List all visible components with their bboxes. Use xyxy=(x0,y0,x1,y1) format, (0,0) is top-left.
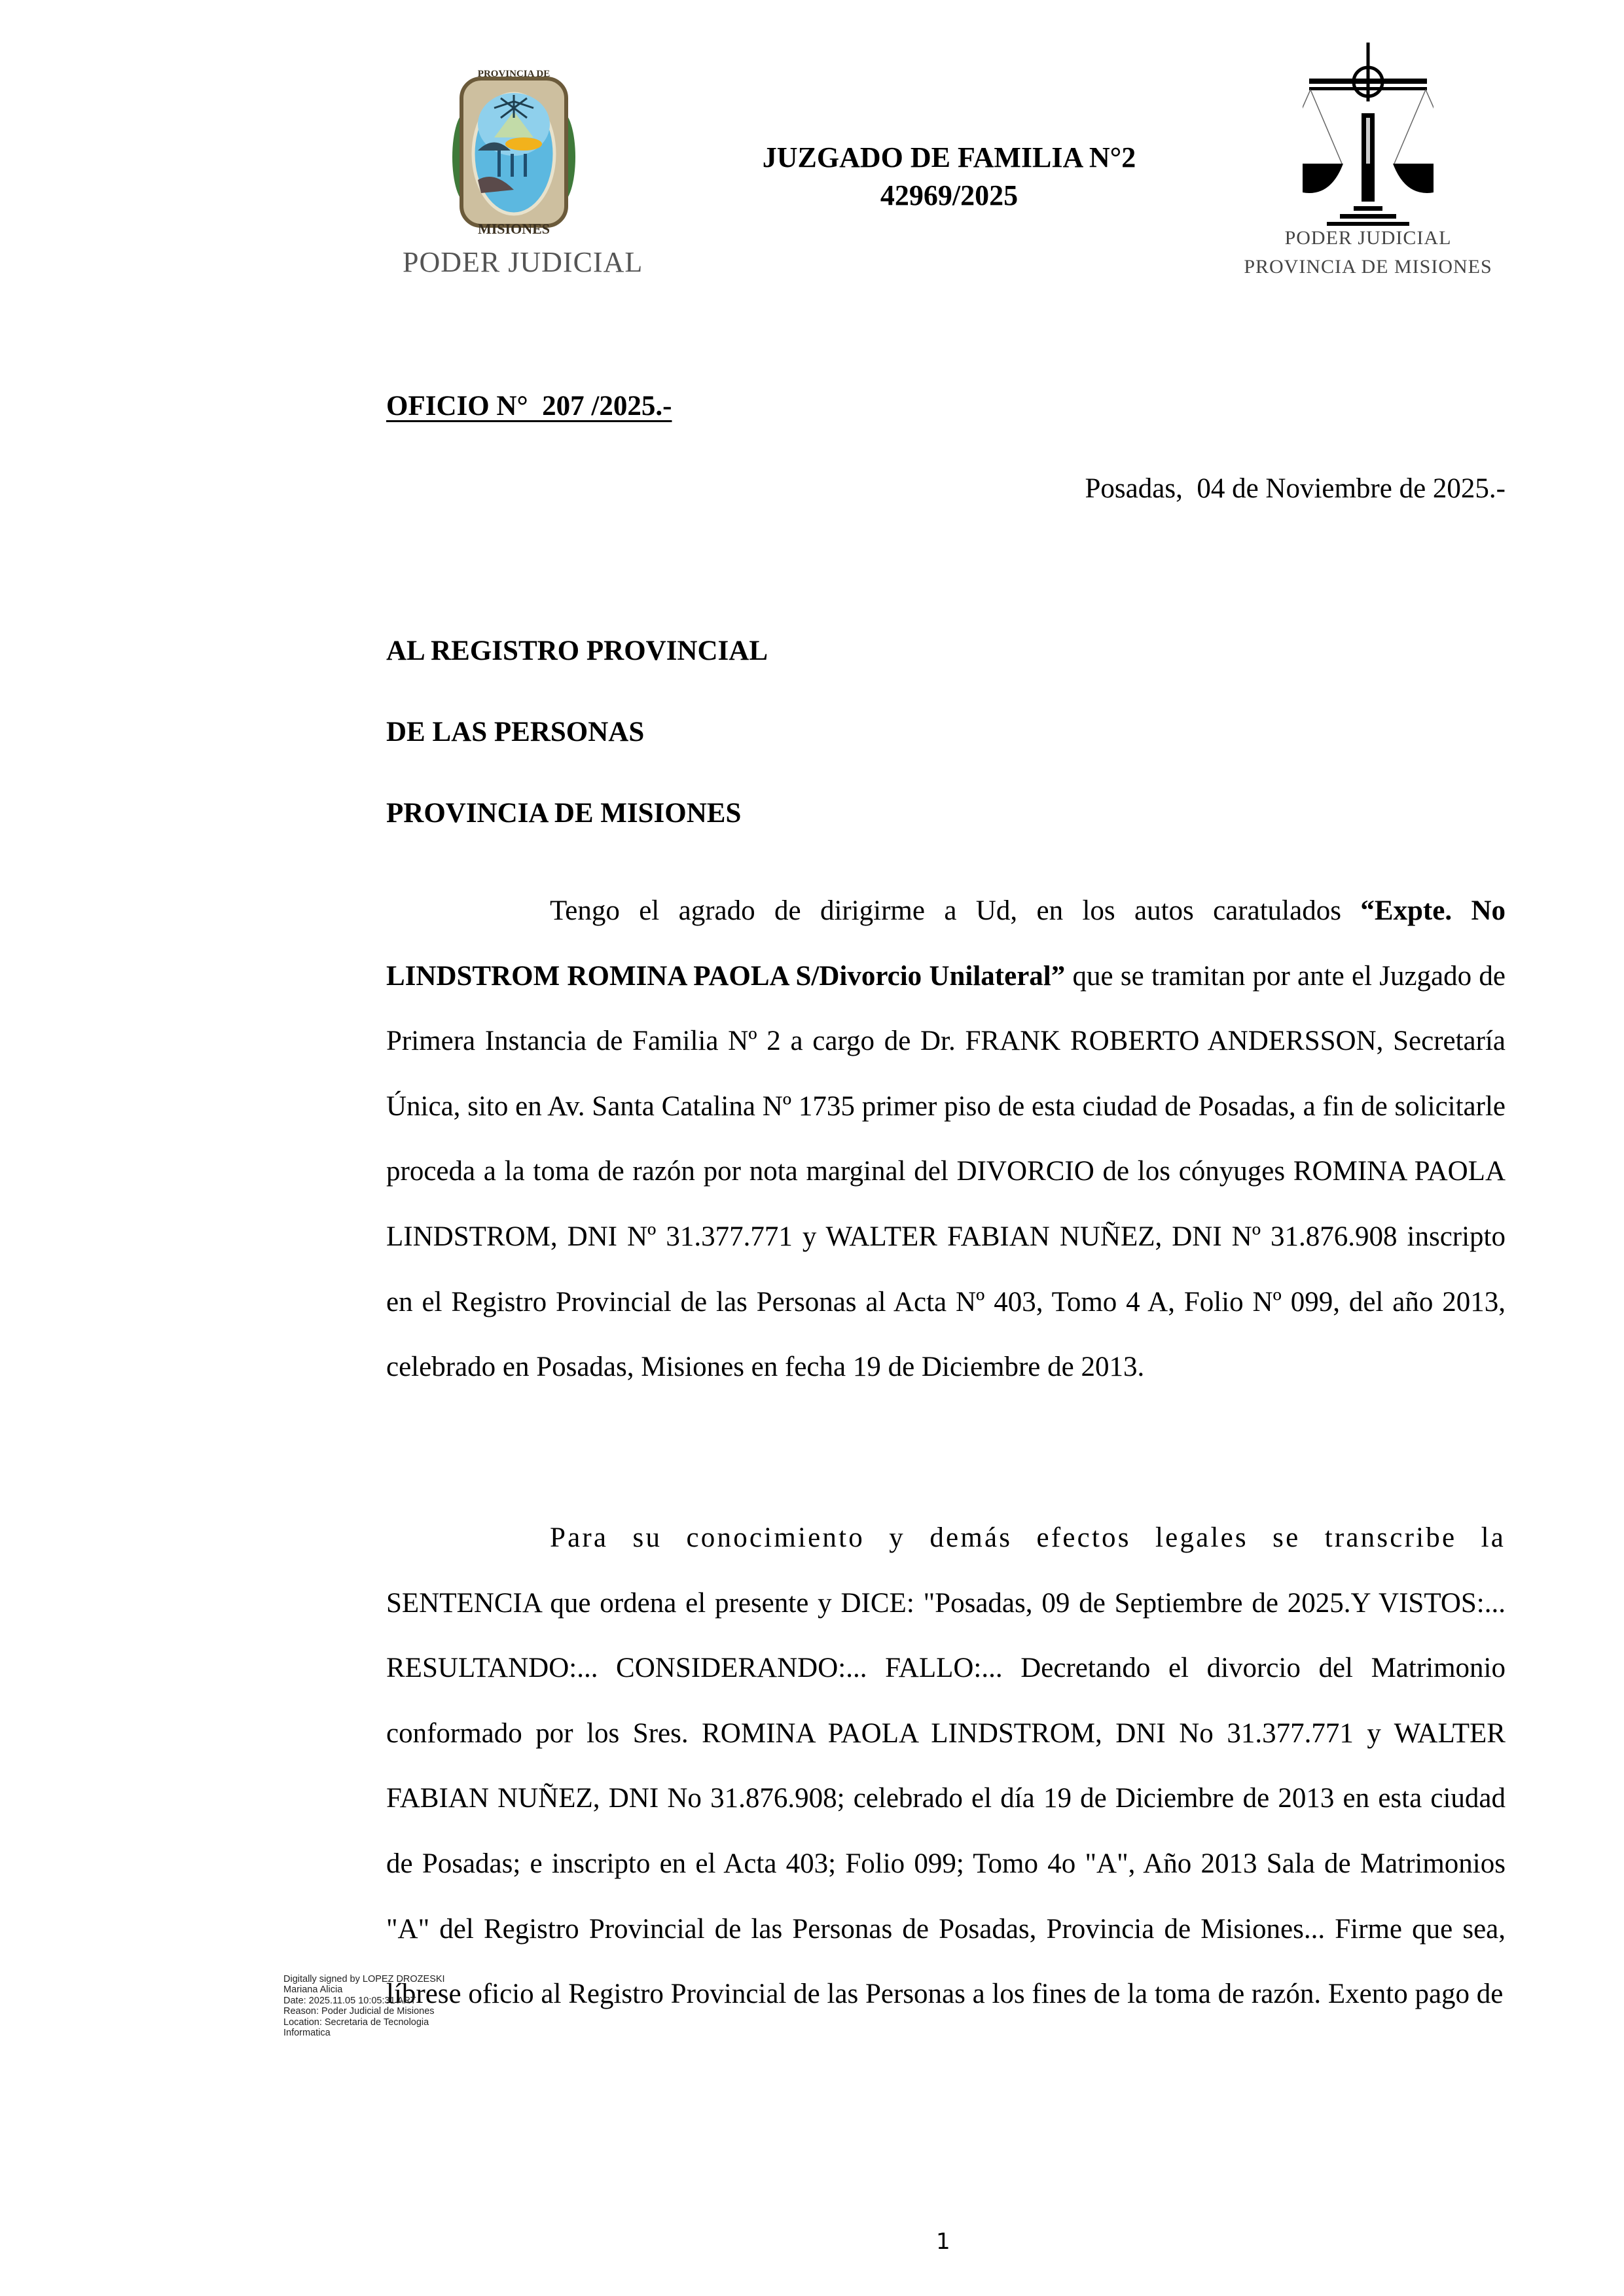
case-number: 42969/2025 xyxy=(880,179,1019,211)
right-logo-caption-line1: PODER JUDICIAL xyxy=(1284,227,1452,249)
signature-line-1: Digitally signed by LOPEZ DROZESKI xyxy=(283,1974,445,1984)
para1-rest: que se tramitan por ante el Juzgado de Primera Instancia de Familia Nº 2 a cargo de Dr. FRANK ROBERTO ANDERSSON, Secretaría Única, sito en Av. Santa Catalina Nº 1735 primer piso de esta ciudad de Posadas, a fin de solicitarle proceda a la toma de razón por nota marginal del DIVORCIO de los cónyuges ROMINA PAOLA LINDSTROM, DNI Nº 31.377.771 y WALTER FABIAN NUÑEZ, DNI Nº 31.876.908 inscripto en el Registro Provincial de las Personas al Acta Nº 403, Tomo 4 A, Folio Nº 099, del año 2013, celebrado en Posadas, Misiones en fecha 19 de Diciembre de 2013. xyxy=(386,960,1506,1383)
signature-line-4: Reason: Poder Judicial de Misiones xyxy=(283,2006,435,2017)
case-title: “Expte. No LINDSTROM ROMINA PAOLA S/Divorcio Unilateral” xyxy=(386,895,1506,992)
svg-text:MISIONES: MISIONES xyxy=(477,221,550,237)
right-logo-caption-line2: PROVINCIA DE MISIONES xyxy=(1244,256,1492,278)
body-paragraph-2 xyxy=(386,1505,1506,2027)
provincia-de-misiones-crest-icon xyxy=(448,62,579,239)
document-header xyxy=(655,139,1244,215)
poder-judicial-crest-logo xyxy=(403,56,643,285)
body-paragraph-1 xyxy=(386,878,1506,1400)
left-logo-caption: PODER JUDICIAL xyxy=(403,246,643,278)
signature-line-5: Location: Secretaria de Tecnologia xyxy=(283,2017,429,2028)
para1-intro: Tengo el agrado de dirigirme a Ud, en los autos caratulados xyxy=(550,895,1361,926)
addressee-line-3: PROVINCIA DE MISIONES xyxy=(386,798,742,829)
signature-line-2: Mariana Alicia xyxy=(283,1984,343,1996)
digital-signature-stamp xyxy=(283,1974,445,2038)
signature-line-3: Date: 2025.11.05 10:05:31 ART xyxy=(283,1995,416,2006)
poder-judicial-scales-logo xyxy=(1224,43,1512,291)
para2-rest: SENTENCIA que ordena el presente y DICE: "Posadas, 09 de Septiembre de 2025.Y VISTOS:... RESULTANDO:... CONSIDERANDO:... FALLO:... Decretando el divorcio del Matrimonio conformado por los Sres. ROMINA PAOLA LINDSTROM, DNI No 31.377.771 y WALTER FABIAN NUÑEZ, DNI No 31.876.908; celebrado el día 19 de Diciembre de 2013 en esta ciudad de Posadas; e inscripto en el Acta 403; Folio 099; Tomo 4o "A", Año 2013 Sala de Matrimonios "A" del Registro Provincial de las Personas de Posadas, Provincia de Misiones... Firme que sea, líbrese oficio al Registro Provincial de las Personas a los fines de la toma de razón. Exento pago de xyxy=(386,1587,1506,2010)
addressee-line-1: AL REGISTRO PROVINCIAL xyxy=(386,636,768,666)
svg-text:PROVINCIA DE: PROVINCIA DE xyxy=(477,69,550,79)
oficio-number: OFICIO N° 207 /2025.- xyxy=(386,391,672,422)
signature-line-6: Informatica xyxy=(283,2028,331,2039)
page-number: 1 xyxy=(936,2229,950,2255)
date-line: Posadas, 04 de Noviembre de 2025.- xyxy=(1085,473,1506,504)
scales-of-justice-icon xyxy=(1303,43,1434,226)
addressee-line-2: DE LAS PERSONAS xyxy=(386,717,645,747)
para2-first-line: Para su conocimiento y demás efectos legales se transcribe la xyxy=(550,1522,1506,1553)
court-name: JUZGADO DE FAMILIA N°2 xyxy=(762,141,1136,173)
